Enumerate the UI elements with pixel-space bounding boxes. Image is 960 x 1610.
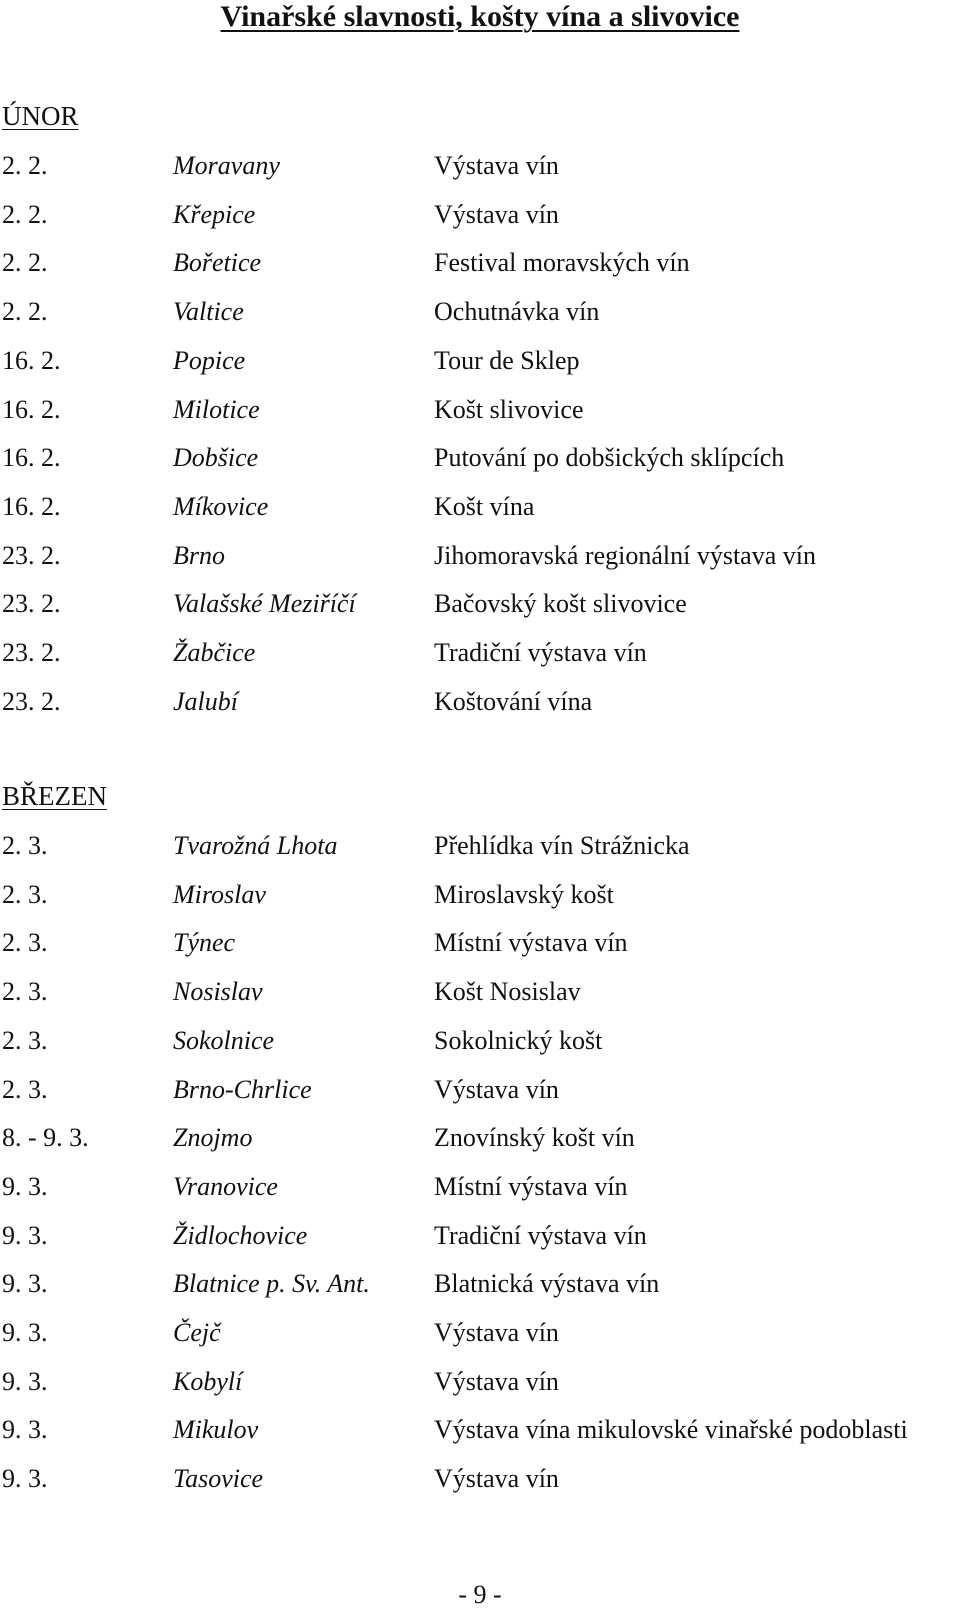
event-date: 16. 2. [2, 394, 61, 424]
event-event: Bačovský košt slivovice [434, 589, 687, 619]
event-date: 23. 2. [2, 638, 61, 667]
event-date: 2. 3. [2, 1025, 48, 1055]
event-row [0, 1171, 960, 1211]
event-place: Valašské Meziříčí [173, 589, 356, 619]
event-place: Tvarožná Lhota [173, 831, 338, 860]
event-place: Valtice [173, 297, 244, 327]
event-place: Blatnice p. Sv. Ant. [173, 1269, 370, 1299]
event-date: 16. 2. [2, 443, 61, 473]
event-date: 23. 2. [2, 589, 61, 619]
event-row [0, 879, 960, 919]
event-date: 2. 2. [2, 248, 48, 278]
event-event: Výstava vín [434, 1366, 559, 1396]
event-event: Výstava vín [434, 1074, 559, 1104]
event-row [0, 394, 960, 434]
event-date: 2. 3. [2, 831, 48, 860]
event-row [0, 540, 960, 580]
event-row [0, 1220, 960, 1260]
event-row [0, 442, 960, 482]
event-row [0, 1366, 960, 1406]
event-event: Jihomoravská regionální výstava vín [434, 540, 816, 570]
event-event: Tradiční výstava vín [434, 638, 647, 667]
event-row [0, 830, 960, 870]
page-number: - 9 - [458, 1580, 502, 1609]
event-event: Výstava vín [434, 151, 559, 180]
event-event: Místní výstava vín [434, 1171, 628, 1201]
event-row [0, 927, 960, 967]
event-event: Košt Nosislav [434, 977, 581, 1007]
event-date: 9. 3. [2, 1415, 48, 1445]
event-event: Tour de Sklep [434, 345, 580, 375]
event-row [0, 686, 960, 726]
event-date: 9. 3. [2, 1171, 48, 1201]
month-heading: BŘEZEN [2, 781, 107, 811]
event-place: Mikulov [173, 1415, 259, 1445]
event-row [0, 1463, 960, 1503]
event-row [0, 1122, 960, 1162]
event-event: Koštování vína [434, 686, 593, 716]
event-place: Dobšice [173, 443, 259, 473]
event-place: Sokolnice [173, 1025, 275, 1055]
event-row [0, 491, 960, 531]
event-place: Miroslav [173, 879, 266, 909]
event-row [0, 588, 960, 628]
event-place: Kobylí [173, 1366, 243, 1396]
event-date: 2. 3. [2, 928, 48, 958]
event-date: 9. 3. [2, 1318, 48, 1347]
event-row [0, 1414, 960, 1454]
event-event: Blatnická výstava vín [434, 1269, 660, 1299]
event-event: Sokolnický košt [434, 1025, 603, 1055]
event-place: Brno-Chrlice [173, 1074, 312, 1104]
event-place: Křepice [173, 199, 256, 229]
event-date: 2. 3. [2, 977, 48, 1007]
event-place: Vranovice [173, 1171, 278, 1201]
event-date: 9. 3. [2, 1366, 48, 1396]
event-place: Čejč [173, 1318, 221, 1347]
event-place: Jalubí [173, 686, 238, 716]
event-place: Nosislav [173, 977, 263, 1007]
event-row [0, 345, 960, 385]
event-event: Miroslavský košt [434, 879, 614, 909]
event-date: 16. 2. [2, 345, 61, 375]
event-date: 2. 3. [2, 1074, 48, 1104]
event-event: Košt vína [434, 491, 535, 521]
event-row [0, 199, 960, 239]
event-place: Popice [173, 345, 246, 375]
event-event: Výstava vín [434, 199, 559, 229]
event-date: 8. - 9. 3. [2, 1123, 89, 1153]
event-date: 16. 2. [2, 491, 61, 521]
event-row [0, 1317, 960, 1357]
event-date: 2. 2. [2, 199, 48, 229]
event-row [0, 150, 960, 190]
event-place: Znojmo [173, 1123, 253, 1153]
event-row [0, 637, 960, 677]
event-place: Žabčice [173, 638, 256, 667]
event-row [0, 976, 960, 1016]
event-row [0, 247, 960, 287]
event-event: Přehlídka vín Strážnicka [434, 831, 690, 860]
event-date: 23. 2. [2, 686, 61, 716]
event-date: 9. 3. [2, 1220, 48, 1250]
event-event: Znovínský košt vín [434, 1123, 635, 1153]
event-row [0, 1025, 960, 1065]
event-date: 2. 2. [2, 151, 48, 180]
event-event: Putování po dobšických sklípcích [434, 443, 785, 473]
event-date: 9. 3. [2, 1464, 48, 1494]
event-place: Židlochovice [173, 1220, 308, 1250]
event-event: Festival moravských vín [434, 248, 690, 278]
event-place: Týnec [173, 928, 236, 958]
event-date: 23. 2. [2, 540, 61, 570]
event-row [0, 1074, 960, 1114]
month-heading: ÚNOR [2, 101, 79, 131]
event-row [0, 1268, 960, 1308]
event-date: 2. 2. [2, 297, 48, 327]
event-date: 2. 3. [2, 879, 48, 909]
event-place: Milotice [173, 394, 260, 424]
event-place: Moravany [173, 151, 280, 180]
event-event: Košt slivovice [434, 394, 584, 424]
event-event: Výstava vín [434, 1464, 559, 1494]
event-place: Bořetice [173, 248, 262, 278]
event-event: Tradiční výstava vín [434, 1220, 647, 1250]
event-place: Tasovice [173, 1464, 264, 1494]
event-date: 9. 3. [2, 1269, 48, 1299]
event-event: Výstava vín [434, 1318, 559, 1347]
event-event: Ochutnávka vín [434, 297, 600, 327]
event-event: Výstava vína mikulovské vinařské podoblasti [434, 1415, 908, 1445]
event-row [0, 296, 960, 336]
event-place: Míkovice [173, 491, 269, 521]
event-event: Místní výstava vín [434, 928, 628, 958]
page-title: Vinařské slavnosti, košty vína a slivovice [220, 0, 740, 33]
event-place: Brno [173, 540, 225, 570]
